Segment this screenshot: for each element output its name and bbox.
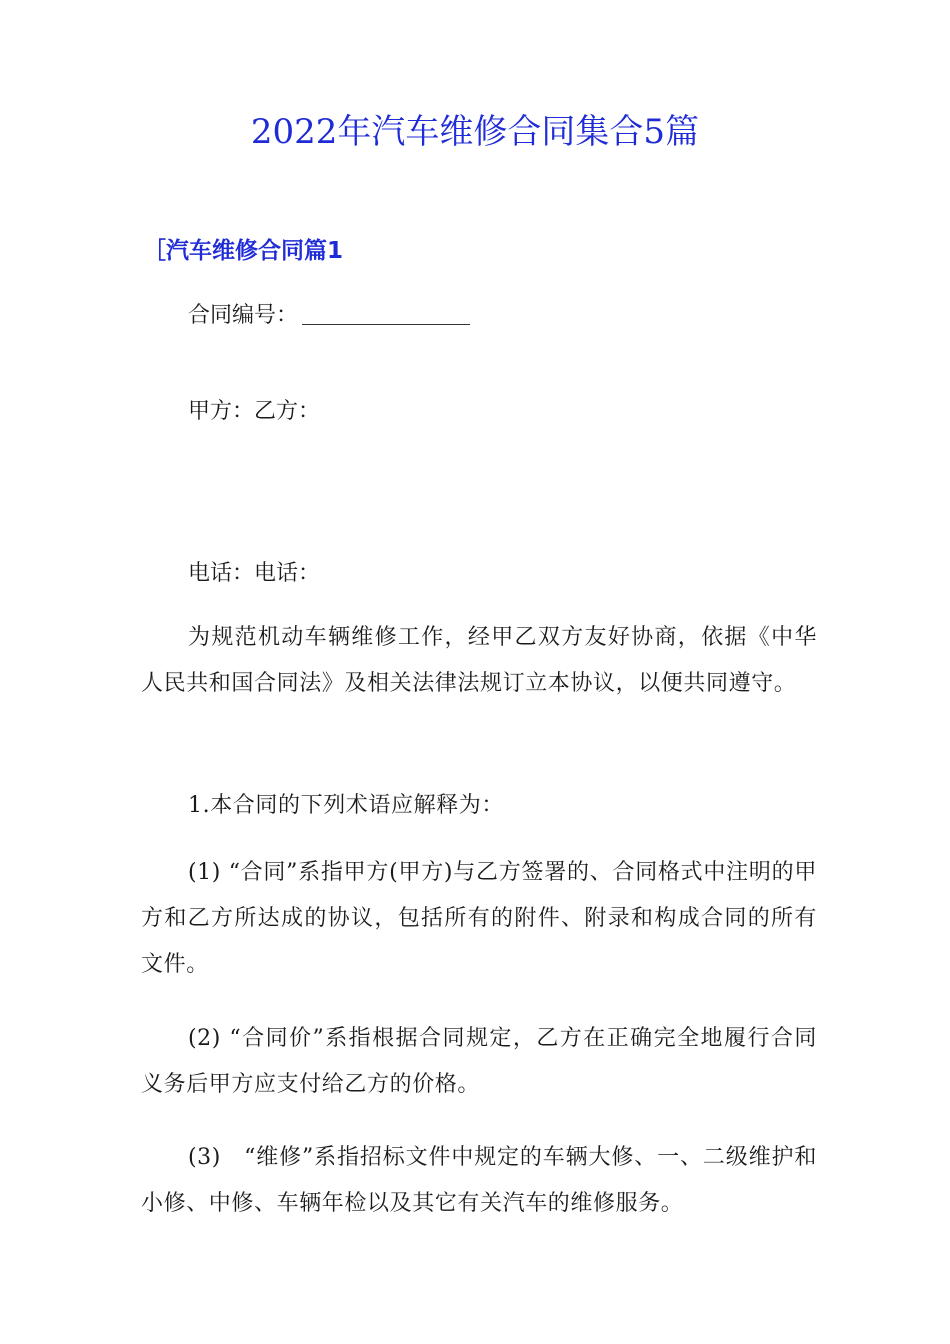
contract-number-blank	[302, 302, 470, 325]
paragraph-term-3: (3) “维修”系指招标文件中规定的车辆大修、一、二级维护和小修、中修、车辆年检以及其它有关汽车的维修服务。	[141, 1145, 817, 1216]
paragraph-intro: 为规范机动车辆维修工作，经甲乙双方友好协商，依据《中华人民共和国合同法》及相关法律法规订立本协议，以便共同遵守。	[141, 625, 817, 696]
paragraph-term-1: (1) “合同”系指甲方(甲方)与乙方签署的、合同格式中注明的甲方和乙方所达成的协议，包括所有的附件、附录和构成合同的所有文件。	[141, 860, 817, 977]
phone-line: 电话：电话：	[188, 561, 321, 586]
paragraph-term-2: (2) “合同价”系指根据合同规定，乙方在正确完全地履行合同义务后甲方应支付给乙方的价格。	[141, 1026, 817, 1097]
document-title: 2022年汽车维修合同集合5篇	[250, 112, 700, 152]
contract-number-line	[188, 298, 470, 329]
section-heading: ［汽车维修合同篇1	[143, 238, 344, 264]
contract-number-label: 合同编号：	[188, 303, 299, 328]
parties-line: 甲方：乙方：	[188, 399, 321, 424]
paragraph-terms: 1.本合同的下列术语应解释为：	[188, 793, 504, 818]
